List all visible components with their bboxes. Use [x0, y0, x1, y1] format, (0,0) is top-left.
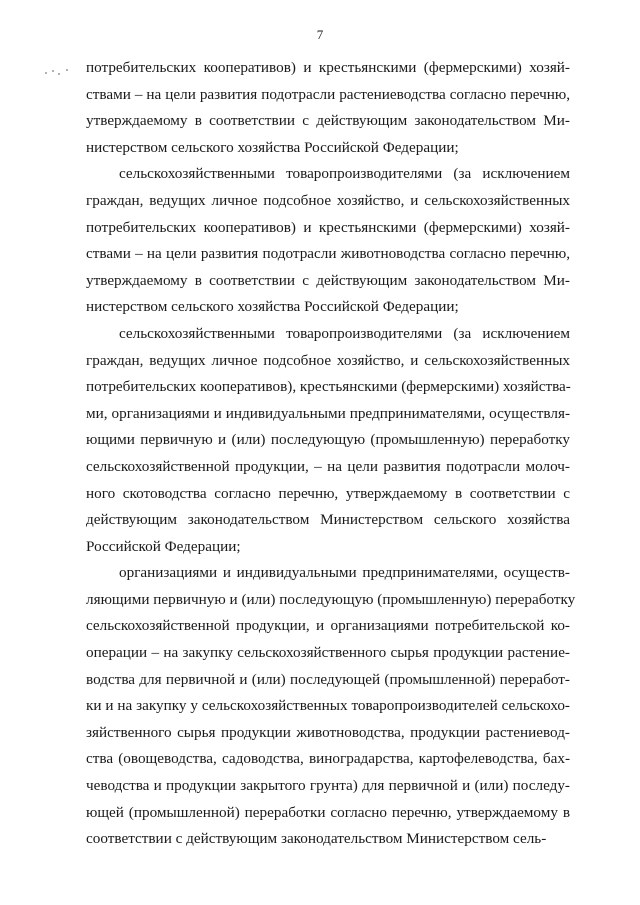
text-line: водства для первичной и (или) последующей (промышленной) переработ- [86, 670, 570, 688]
text-line: ного скотоводства согласно перечню, утверждаемому в соответствии с [86, 484, 570, 502]
text-line: нистерством сельского хозяйства Российской Федерации; [86, 138, 459, 156]
text-line: ляющими первичную и (или) последующую (промышленную) переработку [86, 590, 576, 608]
text-line: сельскохозяйственной продукции, – на цели развития подотрасли молоч- [86, 457, 570, 475]
text-line: операции – на закупку сельскохозяйственного сырья продукции растение- [86, 644, 570, 662]
text-line: утверждаемому в соответствии с действующим законодательством Ми- [86, 271, 570, 289]
text-line: сельскохозяйственными товаропроизводителями (за исключением [119, 165, 570, 183]
scan-speck [45, 72, 47, 74]
text-line: чеводства и продукции закрытого грунта) для первичной и (или) последу- [86, 777, 570, 795]
text-line: потребительских кооперативов), крестьянскими (фермерскими) хозяйства- [86, 378, 571, 396]
text-line: действующим законодательством Министерством сельского хозяйства [86, 511, 570, 529]
text-line: ющей (промышленной) переработки согласно перечню, утверждаемому в [86, 803, 570, 821]
scan-speck [52, 70, 54, 72]
text-line: ки и на закупку у сельскохозяйственных товаропроизводителей сельскохо- [86, 697, 570, 715]
text-line: ствами – на цели развития подотрасли растениеводства согласно перечню, [86, 85, 570, 103]
text-line: сельскохозяйственной продукции, и организациями потребительской ко- [86, 617, 570, 635]
body-text [86, 55, 576, 853]
text-line: потребительских кооперативов) и крестьянскими (фермерскими) хозяй- [86, 59, 570, 76]
text-line: организациями и индивидуальными предпринимателями, осуществ- [119, 564, 570, 582]
scan-speck [58, 73, 60, 75]
text-line: ми, организациями и индивидуальными предпринимателями, осуществля- [86, 404, 570, 422]
text-line: утверждаемому в соответствии с действующим законодательством Ми- [86, 112, 570, 130]
text-line: нистерством сельского хозяйства Российской Федерации; [86, 298, 459, 316]
paragraph [86, 560, 576, 853]
text-line: граждан, ведущих личное подсобное хозяйство, и сельскохозяйственных [86, 351, 570, 369]
text-line: соответствии с действующим законодательством Министерством сель- [86, 830, 547, 848]
text-line: Российской Федерации; [86, 537, 241, 555]
text-line: ства (овощеводства, садоводства, виноградарства, картофелеводства, бах- [86, 750, 570, 768]
paragraph [86, 321, 570, 560]
text-line: ствами – на цели развития подотрасли животноводства согласно перечню, [86, 245, 570, 263]
text-line: зяйственного сырья продукции животноводства, продукции растениевод- [86, 723, 570, 741]
text-line: граждан, ведущих личное подсобное хозяйство, и сельскохозяйственных [86, 191, 570, 209]
text-line: потребительских кооперативов) и крестьянскими (фермерскими) хозяй- [86, 218, 570, 236]
paragraph [86, 161, 570, 321]
text-line: сельскохозяйственными товаропроизводителями (за исключением [119, 324, 570, 342]
page-number: 7 [316, 27, 324, 42]
paragraph [86, 55, 570, 161]
scan-speck [66, 69, 68, 71]
text-line: ющими первичную и (или) последующую (промышленную) переработку [86, 431, 570, 449]
